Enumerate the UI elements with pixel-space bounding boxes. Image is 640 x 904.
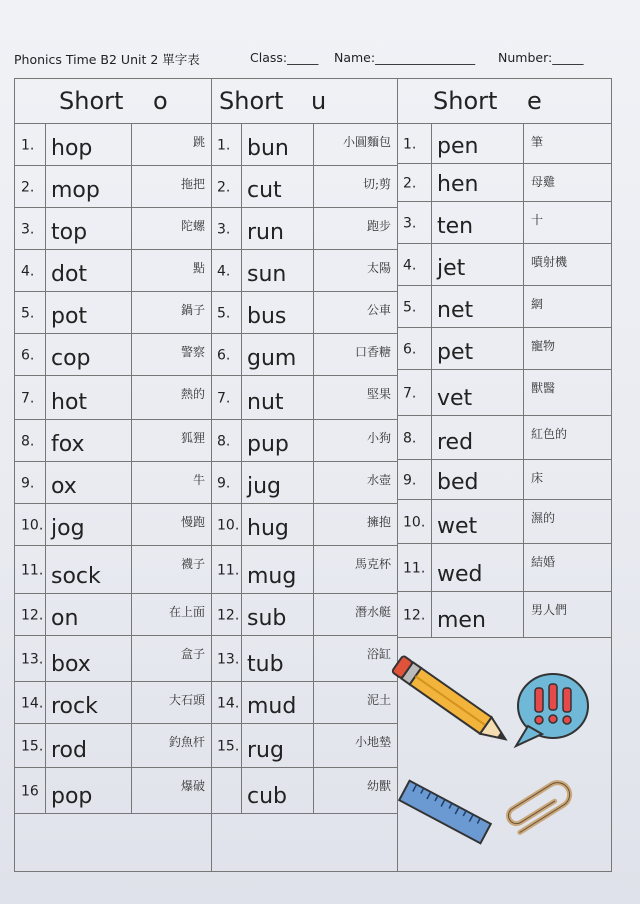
number-field: Number:_____ [498,50,584,65]
english-word: net [437,298,474,323]
chinese-meaning: 噴射機 [531,255,568,269]
heading-word: Short [219,87,284,115]
english-word: tub [247,652,284,677]
row-number: 4. [403,257,417,274]
chinese-meaning: 擁抱 [366,515,391,529]
row-number: 8. [21,433,35,450]
english-word: cub [247,784,288,809]
chinese-meaning: 公車 [366,303,391,317]
english-word: mud [247,694,297,719]
english-word: pup [247,432,289,457]
chinese-meaning: 堅果 [366,387,391,401]
row-number: 3. [21,221,35,238]
english-word: bed [437,470,479,495]
heading-letter: u [311,87,327,115]
english-word: bun [247,136,289,161]
english-word: on [51,606,79,631]
chinese-meaning: 網 [531,297,544,311]
chinese-meaning: 小地墊 [354,735,391,749]
chinese-meaning: 慢跑 [180,515,205,529]
row-number: 3. [403,215,417,232]
row-number: 10. [217,517,240,534]
row-number: 12. [403,607,426,624]
name-field: Name:________________ [334,50,476,65]
heading-word: Short [433,87,498,115]
english-word: nut [247,390,284,415]
row-number: 8. [403,430,417,447]
english-word: wet [437,514,478,539]
row-number: 11. [21,562,44,579]
english-word: hop [51,136,93,161]
english-word: jug [247,474,282,499]
chinese-meaning: 床 [531,471,544,485]
row-number: 11. [403,560,426,577]
row-number: 7. [217,390,231,407]
chinese-meaning: 男人們 [531,603,568,617]
row-number: 12. [21,607,44,624]
row-number: 14. [21,695,44,712]
row-number: 11. [217,562,240,579]
english-word: gum [247,346,297,371]
row-number: 5. [217,305,231,322]
row-number: 9. [403,472,417,489]
row-number: 5. [403,299,417,316]
chinese-meaning: 母雞 [531,175,556,189]
chinese-meaning: 紅色的 [531,427,568,441]
english-word: red [437,430,474,455]
chinese-meaning: 濕的 [531,511,556,525]
row-number: 13. [217,651,240,668]
chinese-meaning: 爆破 [180,779,205,793]
chinese-meaning: 狐狸 [180,431,205,445]
chinese-meaning: 泥土 [366,693,391,707]
speech-bubble-exclamation-icon [516,674,588,746]
row-number: 3. [217,221,231,238]
class-field: Class:_____ [250,50,319,65]
worksheet-title: Phonics Time B2 Unit 2 單字表 [14,52,200,67]
english-word: sun [247,262,287,287]
heading-letter: e [527,87,542,115]
row-number: 13. [21,651,44,668]
chinese-meaning: 幼獸 [366,779,391,793]
row-number: 1. [21,137,35,154]
heading-word: Short [59,87,124,115]
chinese-meaning: 小狗 [366,431,391,445]
chinese-meaning: 拖把 [180,177,205,191]
chinese-meaning: 釣魚杆 [168,735,205,749]
row-number: 5. [21,305,35,322]
chinese-meaning: 在上面 [168,605,205,619]
english-word: cut [247,178,282,203]
row-number: 10. [21,517,44,534]
row-number: 9. [217,475,231,492]
row-number: 1. [403,136,417,153]
english-word: cop [51,346,91,371]
chinese-meaning: 警察 [180,345,205,359]
chinese-meaning: 太陽 [366,261,391,275]
english-word: ten [437,214,474,239]
row-number: 6. [403,341,417,358]
english-word: rock [51,694,98,719]
row-number: 15. [217,738,240,755]
heading-letter: o [153,87,168,115]
chinese-meaning: 跳 [192,135,205,149]
row-number: 2. [21,179,35,196]
chinese-meaning: 跑步 [366,219,391,233]
ruler-icon [399,781,491,844]
chinese-meaning: 點 [192,261,205,275]
english-word: hot [51,390,88,415]
row-number: 9. [21,475,35,492]
english-word: rod [51,738,87,763]
chinese-meaning: 小圓麵包 [342,135,391,149]
english-word: hen [437,172,479,197]
chinese-meaning: 盒子 [180,647,205,661]
chinese-meaning: 口香糖 [354,345,391,359]
chinese-meaning: 大石頭 [168,693,205,707]
chinese-meaning: 水壺 [366,473,391,487]
english-word: mug [247,564,297,589]
row-number: 6. [21,347,35,364]
english-word: pet [437,340,474,365]
chinese-meaning: 浴缸 [366,647,391,661]
english-word: dot [51,262,88,287]
english-word: vet [437,386,473,411]
chinese-meaning: 筆 [531,135,544,149]
row-number: 2. [217,179,231,196]
row-number: 4. [217,263,231,280]
english-word: jet [437,256,466,281]
english-word: jog [51,516,85,541]
chinese-meaning: 結婚 [531,555,556,569]
english-word: fox [51,432,85,457]
chinese-meaning: 牛 [192,473,205,487]
english-word: pen [437,134,479,159]
english-word: sub [247,606,287,631]
row-number: 8. [217,433,231,450]
english-word: run [247,220,284,245]
pencil-icon [392,655,512,747]
english-word: sock [51,564,101,589]
row-number: 16 [21,783,39,800]
chinese-meaning: 鍋子 [180,303,205,317]
chinese-meaning: 陀螺 [180,219,205,233]
chinese-meaning: 獸醫 [531,381,556,395]
row-number: 7. [21,390,35,407]
chinese-meaning: 襪子 [180,557,205,571]
english-word: box [51,652,91,677]
english-word: pop [51,784,93,809]
english-word: mop [51,178,100,203]
paperclip-icon [505,778,574,833]
chinese-meaning: 馬克杯 [354,557,391,571]
row-number: 1. [217,137,231,154]
row-number: 4. [21,263,35,280]
chinese-meaning: 潛水艇 [354,605,391,619]
chinese-meaning: 熱的 [180,387,205,401]
english-word: bus [247,304,287,329]
chinese-meaning: 十 [531,213,544,227]
row-number: 14. [217,695,240,712]
row-number: 12. [217,607,240,624]
english-word: wed [437,562,483,587]
row-number: 6. [217,347,231,364]
row-number: 7. [403,385,417,402]
english-word: ox [51,474,77,499]
english-word: pot [51,304,88,329]
chinese-meaning: 寵物 [531,339,556,353]
row-number: 2. [403,175,417,192]
chinese-meaning: 切;剪 [362,177,391,191]
english-word: hug [247,516,289,541]
english-word: top [51,220,88,245]
english-word: rug [247,738,284,763]
row-number: 10. [403,514,426,531]
english-word: men [437,608,486,633]
row-number: 15. [21,738,44,755]
